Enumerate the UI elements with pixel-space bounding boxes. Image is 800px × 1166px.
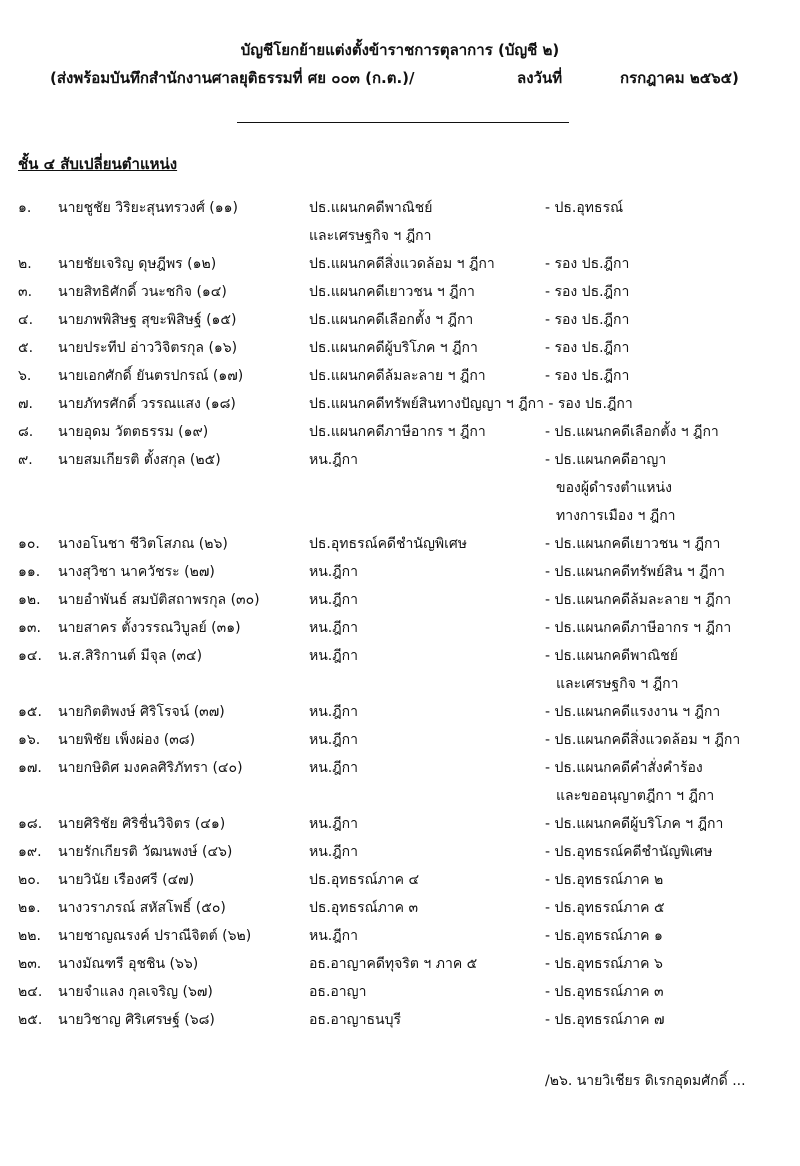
document-reference: (ส่งพร้อมบันทึกสำนักงานศาลยุติธรรมที่ ศย ๐๐๓ (ก.ต.)/ bbox=[50, 69, 415, 87]
entry-number: ๕. bbox=[18, 340, 34, 356]
entry-new-position: - ปธ.แผนกคดีผู้บริโภค ฯ ฎีกา bbox=[545, 816, 724, 832]
entry-new-position: - ปธ.แผนกคดีพาณิชย์ bbox=[545, 648, 678, 664]
entry-new-position: - ปธ.อุทธรณ์ภาค ๒ bbox=[545, 872, 664, 888]
list-item bbox=[0, 338, 800, 366]
list-item-continuation bbox=[0, 478, 800, 506]
date-label: ลงวันที่ bbox=[517, 69, 563, 87]
section-title: ชั้น ๔ สับเปลี่ยนตำแหน่ง bbox=[18, 155, 178, 173]
entry-current-position: ปธ.แผนกคดีทรัพย์สินทางปัญญา ฯ ฎีกา - รอง ปธ.ฎีกา bbox=[309, 396, 633, 412]
entry-new-position: - ปธ.แผนกคดีแรงงาน ฯ ฎีกา bbox=[545, 704, 721, 720]
entry-new-position: - รอง ปธ.ฎีกา bbox=[545, 368, 630, 384]
list-item bbox=[0, 534, 800, 562]
entry-number: ๒๔. bbox=[18, 984, 43, 1000]
entry-new-position: - ปธ.อุทธรณ์คดีชำนัญพิเศษ bbox=[545, 844, 713, 860]
entry-number: ๔. bbox=[18, 312, 34, 328]
entry-current-position: ปธ.แผนกคดีล้มละลาย ฯ ฎีกา bbox=[309, 368, 486, 384]
entry-number: ๑๐. bbox=[18, 536, 40, 552]
entry-current-position: หน.ฎีกา bbox=[309, 928, 358, 944]
list-item bbox=[0, 898, 800, 926]
entry-name: นายวินัย เรืองศรี (๔๗) bbox=[58, 872, 195, 888]
entry-number: ๑๔. bbox=[18, 648, 42, 664]
entry-number: ๒๐. bbox=[18, 872, 41, 888]
entry-number: ๑๒. bbox=[18, 592, 41, 608]
entry-new-position: - ปธ.แผนกคดีเยาวชน ฯ ฎีกา bbox=[545, 536, 721, 552]
list-item bbox=[0, 842, 800, 870]
date-value: กรกฎาคม ๒๕๖๕) bbox=[620, 69, 739, 87]
list-item-continuation bbox=[0, 506, 800, 534]
entry-new-position: - รอง ปธ.ฎีกา bbox=[545, 284, 630, 300]
entry-current-position: ปธ.แผนกคดีภาษีอากร ฯ ฎีกา bbox=[309, 424, 486, 440]
entry-name: นายกษิดิศ มงคลศิริภัทรา (๔๐) bbox=[58, 760, 243, 776]
entry-number: ๒๓. bbox=[18, 956, 42, 972]
title-divider bbox=[237, 122, 569, 123]
entry-number: ๑. bbox=[18, 200, 32, 216]
entry-name: นายชัยเจริญ ดุษฎีพร (๑๒) bbox=[58, 256, 217, 272]
entry-current-position: หน.ฎีกา bbox=[309, 844, 358, 860]
entry-current-position: หน.ฎีกา bbox=[309, 648, 358, 664]
entry-current-position: ปธ.อุทธรณ์ภาค ๔ bbox=[309, 872, 420, 888]
entry-number: ๑๕. bbox=[18, 704, 42, 720]
entry-number: ๒. bbox=[18, 256, 32, 272]
entry-number: ๗. bbox=[18, 396, 33, 412]
entry-current-position: อธ.อาญาธนบุรี bbox=[309, 1012, 401, 1028]
entry-number: ๑๑. bbox=[18, 564, 41, 580]
entry-current-position: หน.ฎีกา bbox=[309, 704, 358, 720]
entry-new-position: - ปธ.อุทธรณ์ภาค ๗ bbox=[545, 1012, 665, 1028]
entry-name: นายเอกศักดิ์ ยันตรปกรณ์ (๑๗) bbox=[58, 368, 244, 384]
entry-number: ๑๙. bbox=[18, 844, 42, 860]
entry-number: ๑๓. bbox=[18, 620, 41, 636]
entry-current-position: ปธ.แผนกคดีผู้บริโภค ฯ ฎีกา bbox=[309, 340, 478, 356]
entry-current-position: ปธ.อุทธรณ์ภาค ๓ bbox=[309, 900, 419, 916]
entry-new-position: - ปธ.แผนกคดีสิ่งแวดล้อม ฯ ฎีกา bbox=[545, 732, 741, 748]
entry-name: นายชาญณรงค์ ปราณีจิตต์ (๖๒) bbox=[58, 928, 252, 944]
list-item bbox=[0, 982, 800, 1010]
entry-new-position: - ปธ.อุทธรณ์ภาค ๓ bbox=[545, 984, 664, 1000]
list-item bbox=[0, 954, 800, 982]
entry-new-position: และขออนุญาตฎีกา ฯ ฎีกา bbox=[556, 788, 715, 804]
entry-current-position: อธ.อาญาคดีทุจริต ฯ ภาค ๕ bbox=[309, 956, 478, 972]
entry-new-position: ของผู้ดำรงตำแหน่ง bbox=[556, 480, 672, 496]
entry-new-position: - ปธ.แผนกคดีภาษีอากร ฯ ฎีกา bbox=[545, 620, 732, 636]
list-item bbox=[0, 310, 800, 338]
list-item bbox=[0, 198, 800, 226]
entry-number: ๒๑. bbox=[18, 900, 41, 916]
entry-current-position: และเศรษฐกิจ ฯ ฎีกา bbox=[309, 228, 432, 244]
entry-current-position: อธ.อาญา bbox=[309, 984, 367, 1000]
entry-name: นางสุวิชา นาควัชระ (๒๗) bbox=[58, 564, 215, 580]
list-item bbox=[0, 870, 800, 898]
entry-current-position: ปธ.แผนกคดีเยาวชน ฯ ฎีกา bbox=[309, 284, 475, 300]
list-item bbox=[0, 366, 800, 394]
entry-number: ๘. bbox=[18, 424, 34, 440]
entry-new-position: - ปธ.แผนกคดีเลือกตั้ง ฯ ฎีกา bbox=[545, 424, 719, 440]
entry-current-position: หน.ฎีกา bbox=[309, 452, 358, 468]
entry-name: นางมัณฑรี อุชชิน (๖๖) bbox=[58, 956, 199, 972]
entry-new-position: - ปธ.อุทธรณ์ภาค ๖ bbox=[545, 956, 663, 972]
list-item bbox=[0, 1010, 800, 1038]
entry-name: นายกิตติพงษ์ ศิริโรจน์ (๓๗) bbox=[58, 704, 225, 720]
entry-new-position: - ปธ.แผนกคดีล้มละลาย ฯ ฎีกา bbox=[545, 592, 732, 608]
list-item bbox=[0, 590, 800, 618]
list-item bbox=[0, 926, 800, 954]
list-item bbox=[0, 450, 800, 478]
entry-name: นายชูชัย วิริยะสุนทรวงศ์ (๑๑) bbox=[58, 200, 238, 216]
entry-number: ๒๕. bbox=[18, 1012, 43, 1028]
list-item bbox=[0, 730, 800, 758]
entry-name: นายภัทรศักดิ์ วรรณแสง (๑๘) bbox=[58, 396, 236, 412]
list-item bbox=[0, 254, 800, 282]
entry-current-position: หน.ฎีกา bbox=[309, 592, 358, 608]
list-item bbox=[0, 702, 800, 730]
entry-name: นายอุดม วัตตธรรม (๑๙) bbox=[58, 424, 209, 440]
entry-current-position: หน.ฎีกา bbox=[309, 760, 358, 776]
list-item bbox=[0, 646, 800, 674]
entry-number: ๑๗. bbox=[18, 760, 42, 776]
entry-current-position: ปธ.แผนกคดีเลือกตั้ง ฯ ฎีกา bbox=[309, 312, 474, 328]
entry-name: น.ส.สิริกานต์ มีจุล (๓๔) bbox=[58, 648, 203, 664]
entry-new-position: และเศรษฐกิจ ฯ ฎีกา bbox=[556, 676, 679, 692]
entry-name: นายสาคร ตั้งวรรณวิบูลย์ (๓๑) bbox=[58, 620, 241, 636]
entry-name: นายวิชาญ ศิริเศรษฐ์ (๖๘) bbox=[58, 1012, 215, 1028]
entry-new-position: - รอง ปธ.ฎีกา bbox=[545, 256, 630, 272]
entry-number: ๙. bbox=[18, 452, 33, 468]
entry-new-position: - ปธ.แผนกคดีคำสั่งคำร้อง bbox=[545, 760, 703, 776]
entry-current-position: หน.ฎีกา bbox=[309, 732, 358, 748]
list-item-continuation bbox=[0, 674, 800, 702]
entry-current-position: ปธ.แผนกคดีสิ่งแวดล้อม ฯ ฎีกา bbox=[309, 256, 495, 272]
entry-number: ๖. bbox=[18, 368, 32, 384]
entry-number: ๑๘. bbox=[18, 816, 43, 832]
list-item-continuation bbox=[0, 226, 800, 254]
entry-new-position: - รอง ปธ.ฎีกา bbox=[545, 340, 630, 356]
entry-name: นายสิทธิศักดิ์ วนะชกิจ (๑๔) bbox=[58, 284, 227, 300]
entry-current-position: หน.ฎีกา bbox=[309, 620, 358, 636]
continuation-note: /๒๖. นายวิเชียร ดิเรกอุดมศักดิ์ ... bbox=[545, 1073, 746, 1089]
entry-name: นายประทีป อ่าววิจิตรกุล (๑๖) bbox=[58, 340, 238, 356]
entry-current-position: หน.ฎีกา bbox=[309, 816, 358, 832]
entry-new-position: - ปธ.แผนกคดีทรัพย์สิน ฯ ฎีกา bbox=[545, 564, 725, 580]
document-title: บัญชีโยกย้ายแต่งตั้งข้าราชการตุลาการ (บัญชี ๒) bbox=[240, 41, 560, 59]
list-item bbox=[0, 814, 800, 842]
entry-name: นายศิริชัย ศิริชื่นวิจิตร (๔๑) bbox=[58, 816, 226, 832]
entry-name: นายพิชัย เพ็งผ่อง (๓๘) bbox=[58, 732, 196, 748]
entry-name: นายอำพันธ์ สมบัติสถาพรกุล (๓๐) bbox=[58, 592, 260, 608]
entry-new-position: - ปธ.อุทธรณ์ bbox=[545, 200, 624, 216]
entry-current-position: ปธ.อุทธรณ์คดีชำนัญพิเศษ bbox=[309, 536, 468, 552]
entry-new-position: - ปธ.แผนกคดีอาญา bbox=[545, 452, 667, 468]
entry-new-position: ทางการเมือง ฯ ฎีกา bbox=[556, 508, 676, 524]
entry-new-position: - ปธ.อุทธรณ์ภาค ๑ bbox=[545, 928, 663, 944]
entry-name: นายรักเกียรติ วัฒนพงษ์ (๔๖) bbox=[58, 844, 233, 860]
entry-number: ๒๒. bbox=[18, 928, 41, 944]
entry-new-position: - รอง ปธ.ฎีกา bbox=[545, 312, 630, 328]
entry-new-position: - ปธ.อุทธรณ์ภาค ๕ bbox=[545, 900, 665, 916]
entry-number: ๓. bbox=[18, 284, 33, 300]
entry-name: นายภพพิสิษฐ สุขะพิสิษฐ์ (๑๕) bbox=[58, 312, 237, 328]
entry-current-position: หน.ฎีกา bbox=[309, 564, 358, 580]
entry-name: นางอโนชา ชีวิตโสภณ (๒๖) bbox=[58, 536, 228, 552]
entry-name: นายสมเกียรติ ตั้งสกุล (๒๕) bbox=[58, 452, 221, 468]
list-item bbox=[0, 422, 800, 450]
list-item bbox=[0, 282, 800, 310]
list-item bbox=[0, 394, 800, 422]
list-item bbox=[0, 618, 800, 646]
list-item bbox=[0, 758, 800, 786]
entry-name: นางวราภรณ์ สหัสโพธิ์ (๕๐) bbox=[58, 900, 226, 916]
list-item-continuation bbox=[0, 786, 800, 814]
entry-current-position: ปธ.แผนกคดีพาณิชย์ bbox=[309, 200, 433, 216]
entry-number: ๑๖. bbox=[18, 732, 41, 748]
list-item bbox=[0, 562, 800, 590]
entry-name: นายจำแลง กุลเจริญ (๖๗) bbox=[58, 984, 213, 1000]
